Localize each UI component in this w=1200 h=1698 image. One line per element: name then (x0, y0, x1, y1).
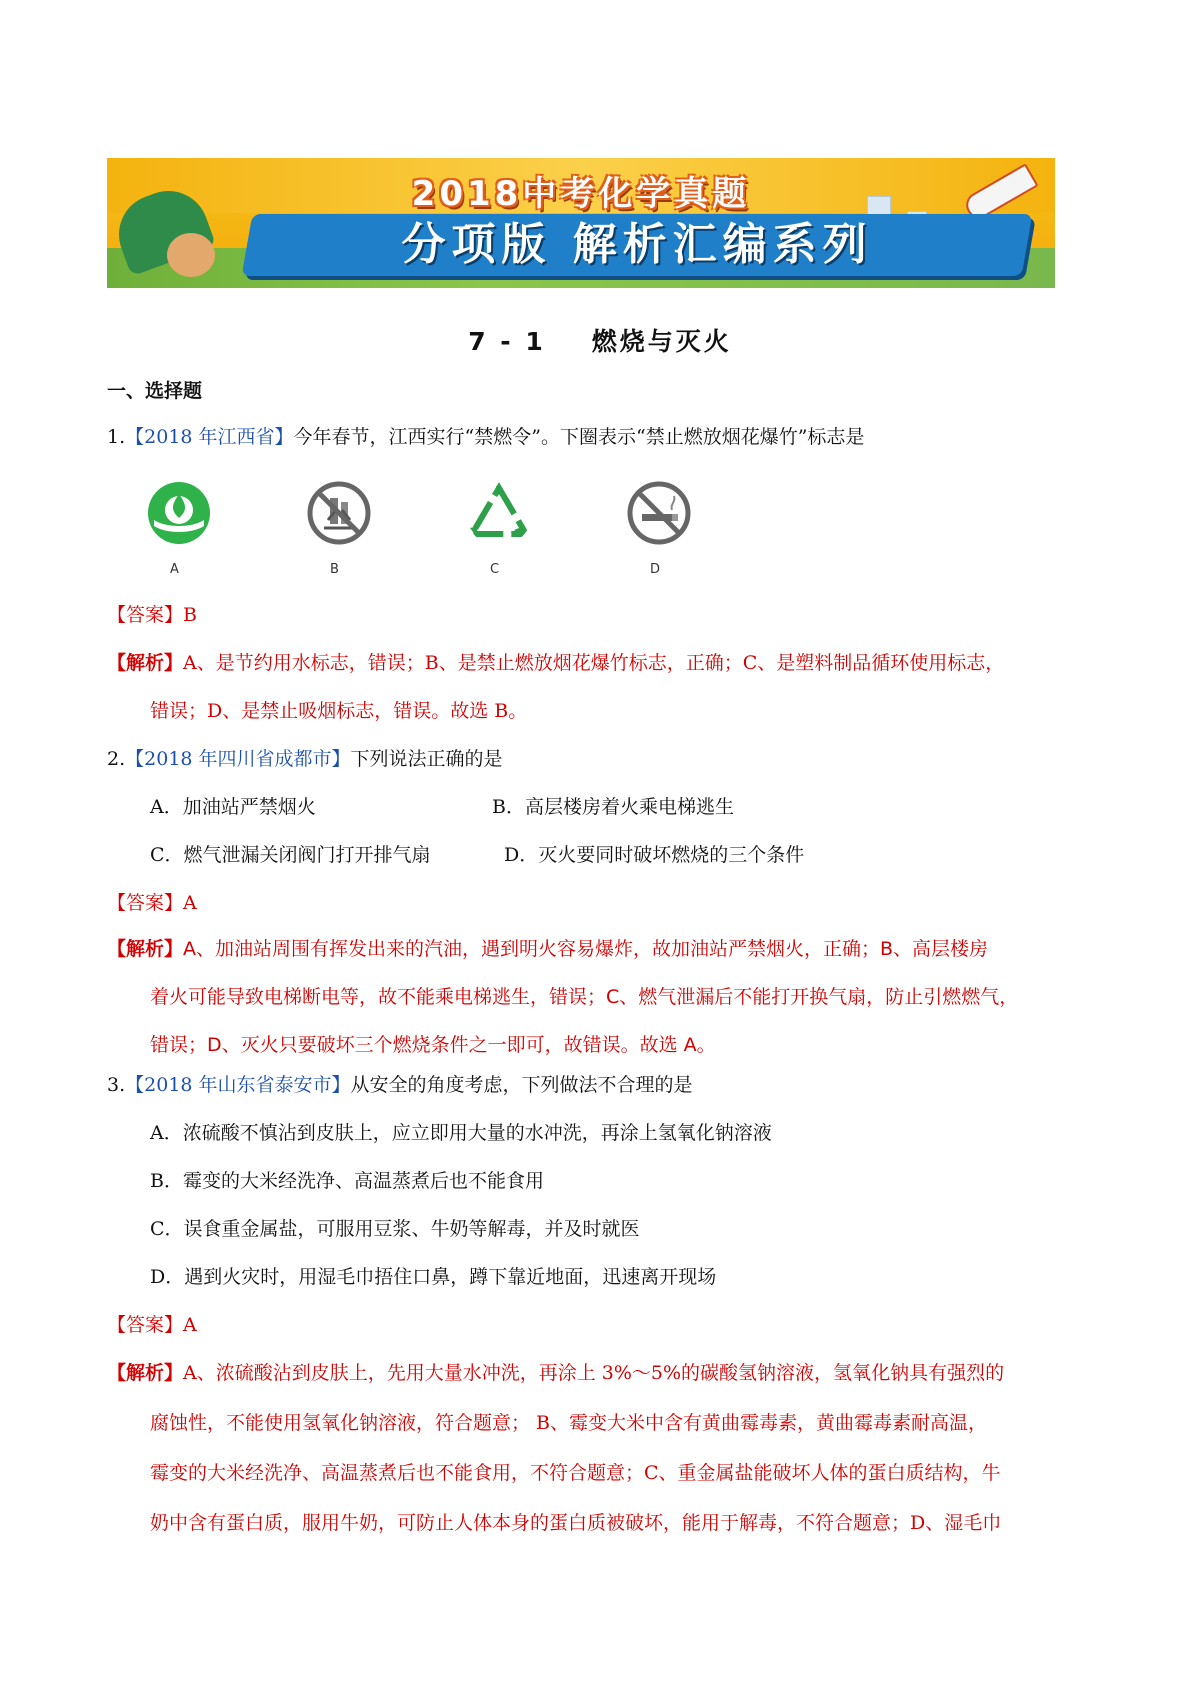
question-1-stem-line (107, 428, 864, 447)
question-1-analysis-line-1 (107, 654, 1004, 673)
chapter-number: 7 - 1 (468, 327, 546, 356)
banner-cartoon-hand (167, 233, 215, 277)
banner-subtitle: 分项版 解析汇编系列 (401, 219, 873, 270)
question-2-option-a: A．加油站严禁烟火 (150, 796, 316, 818)
analysis-label: 【解析】 (107, 652, 184, 674)
question-3-option-d: D．遇到火灾时，用湿毛巾捂住口鼻，蹲下靠近地面，迅速离开现场 (150, 1266, 717, 1288)
question-3-option-b: B．霉变的大米经洗净、高温蒸煮后也不能食用 (150, 1170, 544, 1192)
answer-value: A (183, 1314, 197, 1336)
analysis-text: A、是节约用水标志，错误；B、是禁止燃放烟花爆竹标志，正确；C、是塑料制品循环使用标志， (183, 652, 1005, 674)
banner-title: 2018中考化学真题 (411, 174, 751, 214)
question-2-option-d: D．灭火要同时破坏燃烧的三个条件 (504, 844, 805, 866)
answer-label: 【答案】 (107, 1314, 184, 1336)
question-number: 2. (107, 748, 126, 770)
question-number: 3. (107, 1074, 126, 1096)
question-1-analysis-line-2: 错误；D、是禁止吸烟标志，错误。故选 B。 (150, 700, 528, 722)
page-title (0, 322, 1200, 358)
question-stem: 今年春节，江西实行“禁燃令”。下圈表示“禁止燃放烟花爆竹”标志是 (293, 426, 865, 448)
no-fireworks-icon (306, 480, 372, 546)
option-label: A (170, 562, 179, 577)
option-label: C (490, 562, 500, 577)
question-3-stem-line (107, 1076, 693, 1095)
option-image-b (298, 480, 388, 580)
banner-subtitle-box (242, 214, 1033, 276)
question-stem: 下列说法正确的是 (350, 748, 503, 770)
question-3-analysis-line-4: 奶中含有蛋白质，服用牛奶，可防止人体本身的蛋白质被破坏，能用于解毒，不符合题意；D、湿毛巾 (150, 1512, 1002, 1534)
answer-value: A (183, 892, 197, 914)
question-3-option-a: A．浓硫酸不慎沾到皮肤上，应立即用大量的水冲洗，再涂上氢氧化钠溶液 (150, 1122, 772, 1144)
analysis-label: 【解析】 (107, 938, 184, 960)
analysis-text: A、加油站周围有挥发出来的汽油，遇到明火容易爆炸，故加油站严禁烟火，正确；B、高层楼房 (183, 938, 989, 960)
question-2-option-b: B．高层楼房着火乘电梯逃生 (492, 796, 734, 818)
question-2-answer (107, 894, 197, 913)
question-number: 1. (107, 426, 126, 448)
answer-value: B (183, 604, 197, 626)
option-label: B (330, 562, 339, 577)
analysis-text: A、浓硫酸沾到皮肤上，先用大量水冲洗，再涂上 3%～5%的碳酸氢钠溶液，氢氧化钠具有强烈的 (183, 1362, 1005, 1384)
section-heading: 一、选择题 (107, 380, 203, 402)
answer-label: 【答案】 (107, 604, 184, 626)
question-3-answer (107, 1316, 197, 1335)
water-saving-icon (146, 480, 212, 546)
question-3-analysis-line-3: 霉变的大米经洗净、高温蒸煮后也不能食用，不符合题意；C、重金属盐能破坏人体的蛋白质结构，牛 (150, 1462, 1001, 1484)
question-1-answer (107, 606, 197, 625)
analysis-label: 【解析】 (107, 1362, 184, 1384)
chapter-name: 燃烧与灭火 (591, 327, 732, 356)
option-label: D (650, 562, 661, 577)
question-2-analysis-line-1 (107, 940, 988, 959)
question-2-analysis-line-3: 错误；D、灭火只要破坏三个燃烧条件之一即可，故错误。故选 A。 (150, 1034, 716, 1056)
question-source: 【2018 年山东省泰安市】 (125, 1074, 351, 1096)
question-2-stem-line (107, 750, 503, 769)
question-stem: 从安全的角度考虑，下列做法不合理的是 (350, 1074, 693, 1096)
question-source: 【2018 年江西省】 (125, 426, 294, 448)
option-image-c (458, 480, 548, 580)
answer-label: 【答案】 (107, 892, 184, 914)
question-3-analysis-line-2: 腐蚀性，不能使用氢氧化钠溶液，符合题意； B、霉变大米中含有黄曲霉毒素，黄曲霉毒素耐高温， (150, 1412, 988, 1434)
question-source: 【2018 年四川省成都市】 (125, 748, 351, 770)
question-3-analysis-line-1 (107, 1364, 1004, 1383)
question-2-option-c: C．燃气泄漏关闭阀门打开排气扇 (150, 844, 431, 866)
header-banner (107, 158, 1055, 288)
option-image-d (618, 480, 708, 580)
option-image-a (138, 480, 228, 580)
question-2-analysis-line-2: 着火可能导致电梯断电等，故不能乘电梯逃生，错误；C、燃气泄漏后不能打开换气扇，防止引燃燃气， (150, 986, 1019, 1008)
recycle-icon (466, 480, 532, 546)
no-smoking-icon (626, 480, 692, 546)
question-3-option-c: C．误食重金属盐，可服用豆浆、牛奶等解毒，并及时就医 (150, 1218, 640, 1240)
